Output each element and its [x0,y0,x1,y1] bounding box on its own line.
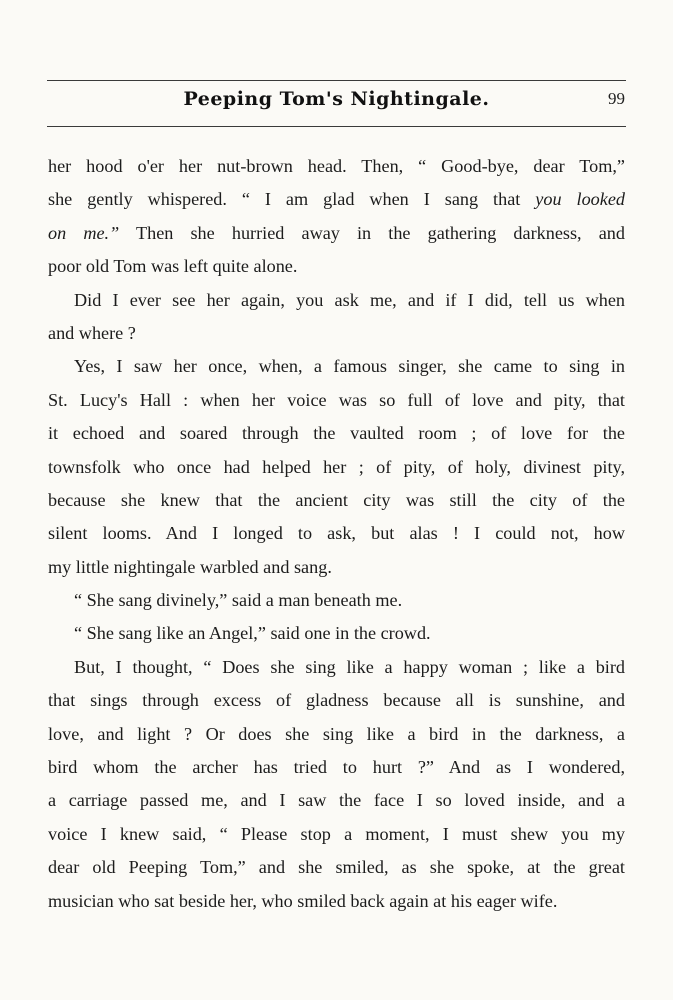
text-line [48,183,625,216]
italic-text: on me.” [48,222,120,243]
text-line: bird whom the archer has tried to hurt ?” And as I wondered, [48,757,625,778]
text-line: love, and light ? Or does she sing like a bird in the darkness, a [48,723,625,744]
paragraph-line: “ She sang like an Angel,” said one in the crowd. [74,623,431,644]
text-line: because she knew that the ancient city was still the city of the [48,489,625,510]
paragraph-start-line: Yes, I saw her once, when, a famous singer, she came to sing in [74,356,625,377]
text-line: townsfolk who once had helped her ; of pity, of holy, divinest pity, [48,456,625,477]
header-bottom-rule [47,126,626,127]
text-line: a carriage passed me, and I saw the face I so loved inside, and a [48,790,625,811]
italic-text: you looked [535,189,625,210]
paragraph-end-line: poor old Tom was left quite alone. [48,256,298,277]
text-line: her hood o'er her nut-brown head. Then, “ Good-bye, dear Tom,” [48,156,625,176]
paragraph-end-line: musician who sat beside her, who smiled back again at his eager wife. [48,890,558,911]
text-line [48,217,625,250]
text-span: Then she hurried away in the gathering darkness, and [135,222,625,243]
paragraph-line: “ She sang divinely,” said a man beneath me. [74,590,403,611]
text-span: she gently whispered. “ I am glad when I sang that [48,189,521,210]
text-line: that sings through excess of gladness because all is sunshine, and [48,690,625,711]
text-line: voice I knew said, “ Please stop a moment, I must shew you my [48,823,625,844]
text-line: silent looms. And I longed to ask, but alas ! I could not, how [48,523,625,544]
paragraph-start-line: Did I ever see her again, you ask me, and if I did, tell us when [74,289,625,310]
paragraph-end-line: my little nightingale warbled and sang. [48,556,332,577]
paragraph-start-line: But, I thought, “ Does she sing like a happy woman ; like a bird [74,656,625,677]
paragraph-end-line: and where ? [48,322,136,343]
text-line: dear old Peeping Tom,” and she smiled, as she spoke, at the great [48,857,625,878]
text-line: it echoed and soared through the vaulted room ; of love for the [48,423,625,444]
text-line: St. Lucy's Hall : when her voice was so full of love and pity, that [48,389,625,410]
body-text [48,150,625,918]
running-head-title: Peeping Tom's Nightingale. [183,88,490,110]
header-top-rule [47,80,626,81]
page-number: 99 [608,89,625,108]
